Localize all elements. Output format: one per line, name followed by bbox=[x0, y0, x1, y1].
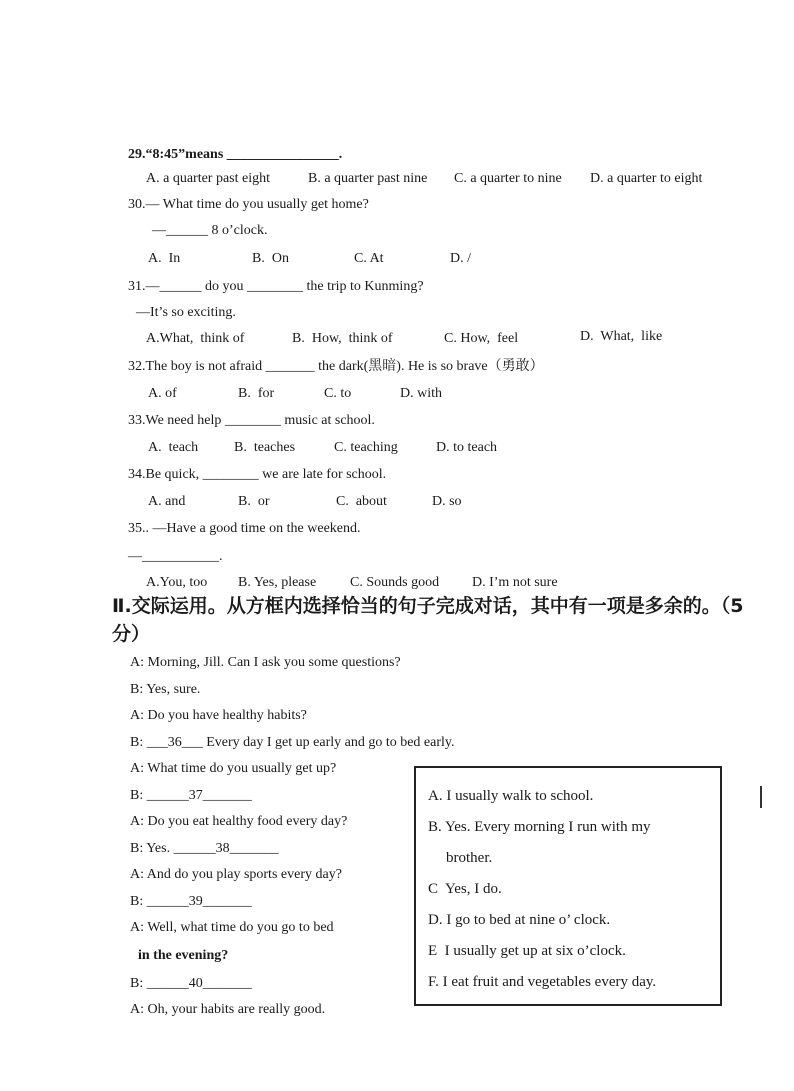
q29-option-c: C. a quarter to nine bbox=[454, 171, 562, 186]
dialogue-line: B: ______39_______ bbox=[130, 894, 252, 909]
q32-option-a: A. of bbox=[148, 386, 177, 401]
question-30-stem: 30.— What time do you usually get home? bbox=[128, 197, 369, 212]
q33-option-b: B. teaches bbox=[234, 440, 296, 455]
question-31-stem: 31.—______ do you ________ the trip to Kunming? bbox=[128, 279, 424, 294]
box-option-a: A. I usually walk to school. bbox=[428, 788, 594, 804]
question-35-reply: —___________. bbox=[128, 549, 223, 564]
dialogue-line: B: Yes, sure. bbox=[130, 682, 201, 697]
box-option-b: B. Yes. Every morning I run with my bbox=[428, 819, 651, 835]
q29-option-a: A. a quarter past eight bbox=[146, 171, 271, 186]
dialogue-line: B: ______37_______ bbox=[130, 788, 252, 803]
q29-option-b: B. a quarter past nine bbox=[308, 171, 428, 186]
margin-mark bbox=[760, 786, 762, 808]
question-32-stem: 32.The boy is not afraid _______ the dark(黑暗). He is so brave（勇敢） bbox=[128, 359, 544, 374]
dialogue-line: A: Well, what time do you go to bed bbox=[130, 920, 334, 935]
box-option-d: D. I go to bed at nine o’ clock. bbox=[428, 912, 611, 928]
q34-option-b: B. or bbox=[238, 494, 270, 509]
box-option-f: F. I eat fruit and vegetables every day. bbox=[428, 974, 657, 990]
q34-option-a: A. and bbox=[148, 494, 186, 509]
dialogue-line: A: Do you have healthy habits? bbox=[130, 708, 307, 723]
question-35-stem: 35.. —Have a good time on the weekend. bbox=[128, 521, 361, 536]
q31-option-a: A.What, think of bbox=[146, 331, 245, 346]
answer-options-box bbox=[414, 766, 722, 1006]
q32-option-c: C. to bbox=[324, 386, 352, 401]
q31-option-c: C. How, feel bbox=[444, 331, 519, 346]
q30-option-b: B. On bbox=[252, 251, 289, 266]
dialogue-line: B: ______40_______ bbox=[130, 976, 252, 991]
question-33-stem: 33.We need help ________ music at school. bbox=[128, 413, 375, 428]
dialogue-line: A: And do you play sports every day? bbox=[130, 867, 342, 882]
q35-option-b: B. Yes, please bbox=[238, 575, 317, 590]
q29-option-d: D. a quarter to eight bbox=[590, 171, 703, 186]
q30-option-a: A. In bbox=[148, 251, 181, 266]
box-option-b-continued: brother. bbox=[446, 850, 493, 866]
q35-option-a: A.You, too bbox=[146, 575, 208, 590]
dialogue-line: A: Morning, Jill. Can I ask you some questions? bbox=[130, 655, 401, 670]
q34-option-c: C. about bbox=[336, 494, 387, 509]
q35-option-c: C. Sounds good bbox=[350, 575, 440, 590]
dialogue-line: A: Oh, your habits are really good. bbox=[130, 1002, 326, 1017]
dialogue-line: B: Yes. ______38_______ bbox=[130, 841, 279, 856]
dialogue-line: A: Do you eat healthy food every day? bbox=[130, 814, 348, 829]
dialogue-line: in the evening? bbox=[138, 948, 229, 963]
q31-option-d: D. What, like bbox=[580, 329, 663, 344]
q35-option-d: D. I’m not sure bbox=[472, 575, 558, 590]
question-29-stem: 29.“8:45”means ________________. bbox=[128, 147, 343, 162]
q32-option-b: B. for bbox=[238, 386, 275, 401]
box-option-c: C Yes, I do. bbox=[428, 881, 502, 897]
q33-option-a: A. teach bbox=[148, 440, 199, 455]
section-2-heading: Ⅱ.交际运用。从方框内选择恰当的句子完成对话，其中有一项是多余的。（5 分） bbox=[112, 595, 744, 645]
question-34-stem: 34.Be quick, ________ we are late for school. bbox=[128, 467, 387, 482]
q31-option-b: B. How, think of bbox=[292, 331, 393, 346]
q34-option-d: D. so bbox=[432, 494, 462, 509]
q30-option-d: D. / bbox=[450, 251, 471, 266]
question-31-reply: —It’s so exciting. bbox=[136, 305, 236, 320]
dialogue-line: A: What time do you usually get up? bbox=[130, 761, 337, 776]
q32-option-d: D. with bbox=[400, 386, 442, 401]
box-option-e: E I usually get up at six o’clock. bbox=[428, 943, 626, 959]
q33-option-d: D. to teach bbox=[436, 440, 498, 455]
q30-option-c: C. At bbox=[354, 251, 384, 266]
question-30-reply: —______ 8 o’clock. bbox=[152, 223, 268, 238]
q33-option-c: C. teaching bbox=[334, 440, 398, 455]
dialogue-line: B: ___36___ Every day I get up early and go to bed early. bbox=[130, 735, 455, 750]
